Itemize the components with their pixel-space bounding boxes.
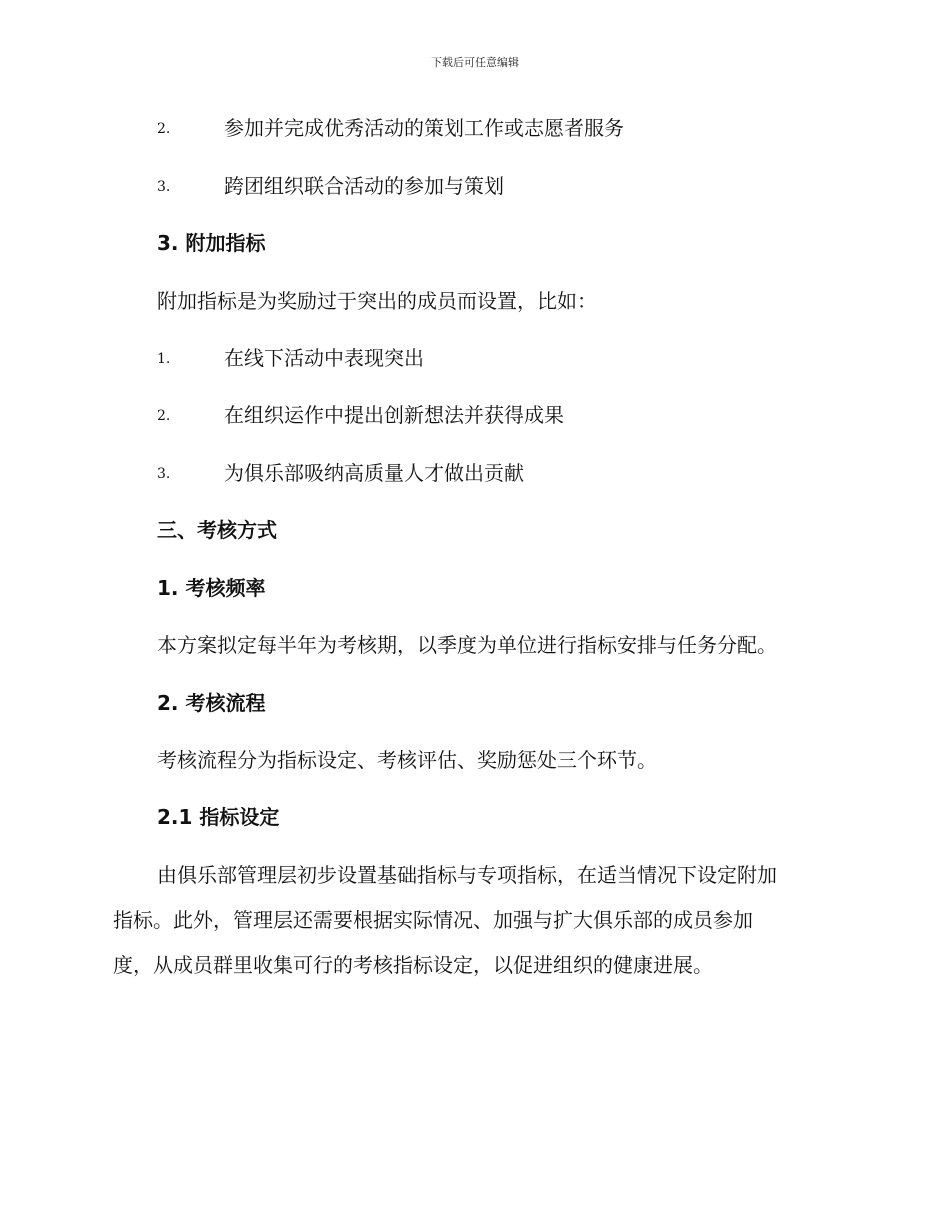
list-item-text: 在组织运作中提出创新想法并获得成果 (224, 403, 564, 427)
list-item-text: 参加并完成优秀活动的策划工作或志愿者服务 (224, 116, 624, 140)
extra-intro: 附加指标是为奖励过于突出的成员而设置，比如： (157, 289, 597, 313)
section-heading-assessment: 三、考核方式 (157, 518, 277, 542)
list-number: 2. (157, 121, 171, 137)
paragraph-line: 由俱乐部管理层初步设置基础指标与专项指标，在适当情况下设定附加 (157, 863, 777, 887)
process-text: 考核流程分为指标设定、考核评估、奖励惩处三个环节。 (157, 748, 657, 772)
paragraph-line: 度，从成员群里收集可行的考核指标设定，以促进组织的健康进展。 (113, 953, 713, 977)
list-number: 1. (157, 351, 171, 367)
header-note: 下载后可任意编辑 (431, 56, 519, 69)
section-heading-extra: 3. 附加指标 (157, 231, 266, 255)
list-item-text: 跨团组织联合活动的参加与策划 (224, 174, 504, 198)
frequency-text: 本方案拟定每半年为考核期，以季度为单位进行指标安排与任务分配。 (157, 633, 777, 657)
subsection-heading-process: 2. 考核流程 (157, 691, 266, 715)
subsection-heading-frequency: 1. 考核频率 (157, 576, 266, 600)
list-item-text: 为俱乐部吸纳高质量人才做出贡献 (224, 461, 524, 485)
subsection-heading-setting: 2.1 指标设定 (157, 805, 280, 829)
list-number: 3. (157, 179, 171, 195)
paragraph-line: 指标。此外，管理层还需要根据实际情况、加强与扩大俱乐部的成员参加 (113, 908, 753, 932)
list-item-text: 在线下活动中表现突出 (224, 346, 424, 370)
list-number: 3. (157, 466, 171, 482)
list-number: 2. (157, 408, 171, 424)
